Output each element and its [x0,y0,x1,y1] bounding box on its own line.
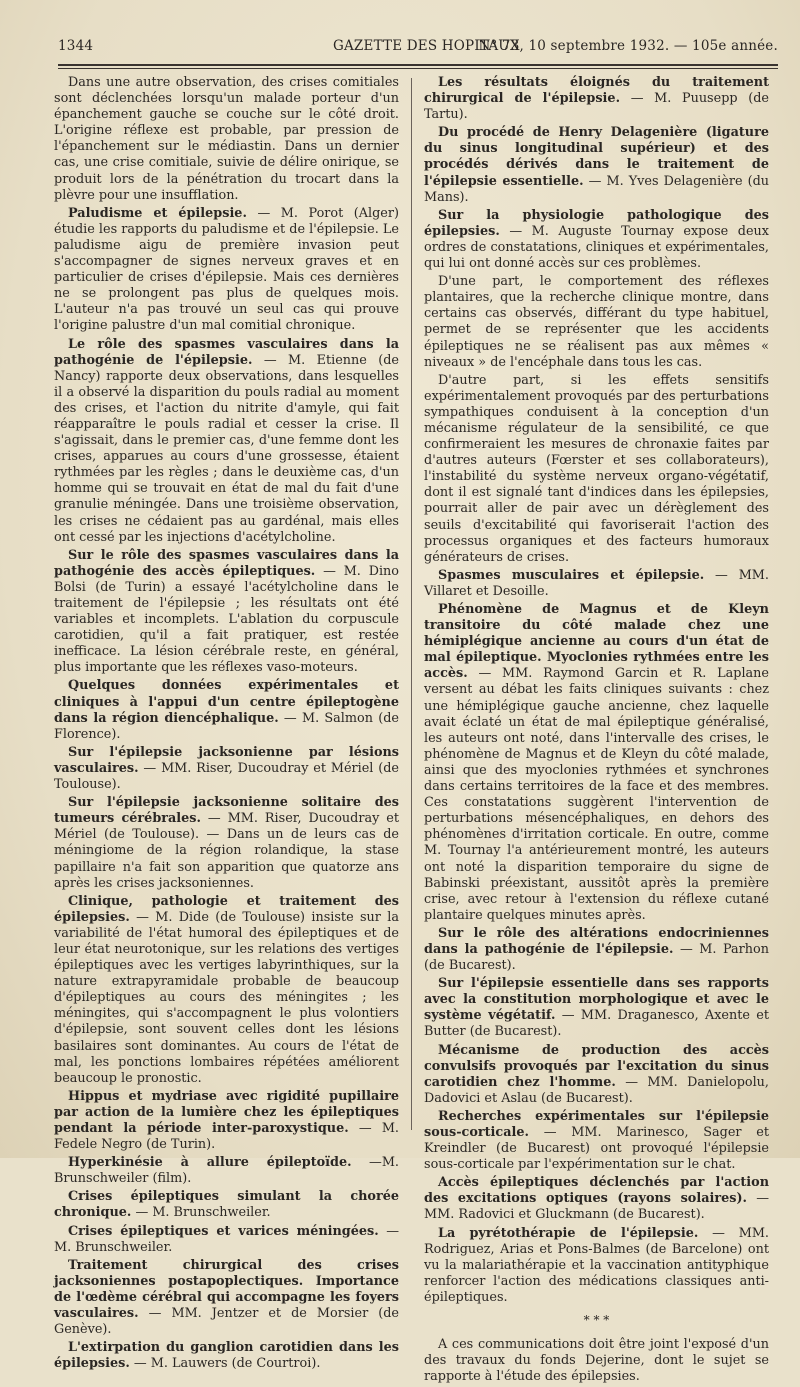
article-paragraph [54,745,399,793]
article-paragraph [424,75,769,123]
article-heading: Crises épileptiques simulant la chorée chronique. [54,1189,399,1221]
article-heading: Sur l'épilepsie jacksonienne solitaire des tumeurs cérébrales. [54,795,399,827]
article-paragraph [54,1258,399,1338]
page-number: 1344 [58,38,94,54]
article-heading: Hippus et mydriase avec rigidité pupillaire par action de la lumière chez les épileptiques pendant la période inter-paroxystique. [54,1088,399,1136]
article-heading: Recherches expérimentales sur l'épilepsie sous-corticale. [424,1108,769,1140]
article-heading: L'extirpation du ganglion carotidien dans les épilepsies. [54,1340,399,1372]
article-heading: Clinique, pathologie et traitement des épilepsies. [54,893,399,925]
article-paragraph [424,1043,769,1107]
article-heading: Sur l'épilepsie jacksonienne par lésions vasculaires. [54,744,399,776]
article-body: — MM. Draganesco, Axente et Butter (de Bucarest). [424,1008,770,1040]
article-paragraph [54,894,399,1087]
article-paragraph [424,926,769,974]
article-body: — M. Lauwers (de Courtroi). [129,1356,321,1372]
right-column [424,75,769,1387]
article-heading: Crises épileptiques et varices méningées. [68,1223,379,1239]
page-header [58,38,778,60]
article-heading: Le rôle des spasmes vasculaires dans la pathogénie de l'épilepsie. [54,336,399,368]
article-paragraph [54,548,399,677]
article-heading: Spasmes musculaires et épilepsie. [438,567,705,583]
article-heading: Accès épileptiques déclenchés par l'action des excitations optiques (rayons solaires). [424,1175,769,1207]
issue-info: N° 73, 10 septembre 1932. — 105e année. [478,38,778,54]
article-body: —M. Brunschweiler (film). [54,1155,399,1187]
article-body: — M. Auguste Tournay expose deux ordres de constatations, cliniques et expérimentales, qui lui ont donné accès sur ces problèmes. [424,223,769,272]
header-rule-thin [58,68,778,69]
closing-paragraph: A ces communications doit être joint l'exposé d'un des travaux du fonds Dejerine, dont le sujet se rapporte à l'étude des épilepsies. [424,1337,769,1385]
article-paragraph [54,75,399,204]
article-body: D'une part, le comportement des réflexes plantaires, que la recherche clinique montre, dans certains cas observés, différant du type habituel, permet de se représenter que les accidents épileptiques ne se réalisent pas aux mêmes « niveaux » de l'encéphale dans tous les cas. [424,274,769,370]
header-rule-thick [58,64,778,66]
article-paragraph [54,337,399,546]
article-heading: Du procédé de Henry Delagenière (ligature du sinus longitudinal supérieur) et des procédés dérivés dans le traitement de l'épilepsie essentielle. [424,125,769,189]
column-divider [411,78,412,1130]
article-body: —MM. Radovici et Gluckmann (de Bucarest). [424,1191,769,1223]
article-body: — MM. Rodriguez, Arias et Pons-Balmes (de Barcelone) ont vu la malariathérapie et la vaccination antityphique renforcer l'action des médications classiques anti-épileptiques. [424,1225,769,1305]
article-paragraph [424,602,769,924]
article-body: — MM. Raymond Garcin et R. Laplane versent au débat les faits cliniques suivants : chez une hémiplégique gauche ancienne, chez laquelle avait éclaté un état de mal épileptique généralisé, les auteurs ont noté, dans l'intervalle des crises, le phénomène de Magnus et de Kleyn du côté malade, ainsi que des myoclonies rythmées et synchrones dans certains territoires de la face et des membres. Ces constatations suggèrent l'intervention de perturbations mésencéphaliques, en dehors des phénomènes d'irritation corticale. En outre, comme M. Tournay l'a antérieurement montré, les auteurs ont noté la disparition temporaire du signe de Babinski préexistant, aussitôt après la première crise, avec retour à l'extension du réflexe cutané plantaire quelques minutes après. [424,666,769,923]
article-paragraph [54,1089,399,1153]
article-paragraph [54,678,399,742]
article-body: — M. Puusepp (de Tartu). [424,91,769,123]
article-heading: Phénomène de Magnus et de Kleyn transitoire du côté malade chez une hémiplégique ancienne au cours d'un état de mal épileptique. Myoclonies rythmées entre les accès. [424,602,769,682]
article-paragraph [424,274,769,371]
article-body: — M. Dino Bolsi (de Turin) a essayé l'acétylcholine dans le traitement de l'épilepsie ; les résultats ont été variables et incomplets. L'ablation du corpuscule carotidien, qu'il a fait pratiquer, est restée inefficace. La lésion cérébrale reste, en général, plus importante que les réflexes vaso-moteurs. [54,563,399,676]
article-paragraph [424,373,769,566]
journal-title: GAZETTE DES HOPITAUX [333,38,520,54]
article-heading: Mécanisme de production des accès convulsifs provoqués par l'excitation du sinus carotidien chez l'homme. [424,1042,769,1090]
article-paragraph [424,1175,769,1223]
article-body: — MM. Danielopolu, Dadovici et Aslau (de Bucarest). [424,1074,769,1106]
article-body: — M. Brunschweiler. [131,1205,271,1221]
article-paragraph [54,1224,399,1256]
article-body: — MM. Riser, Ducoudray et Mériel (de Toulouse). [54,760,399,793]
article-heading: Traitement chirurgical des crises jacksoniennes postapoplectiques. Importance de l'œdème cérébral qui accompagne les foyers vasculaires. [54,1257,399,1322]
article-body: — MM. Villaret et Desoille. [424,567,769,599]
article-body: — M. Salmon (de Florence). [54,710,399,742]
article-paragraph [424,1109,769,1173]
article-heading: La pyrétothérapie de l'épilepsie. [438,1225,699,1241]
article-body: — M. Brunschweiler. [54,1223,399,1255]
article-body: Dans une autre observation, des crises comitiales sont déclenchées lorsqu'un malade porteur d'un épanchement gauche se couche sur le côté droit. L'origine réflexe est probable, par pression de l'épanchement sur le médiastin. Dans un dernier cas, une crise comitiale, suivie de délire onirique, se produit lors de la pénétration du trocart dans la plèvre pour une insufflation. [54,75,399,203]
article-heading: Sur le rôle des spasmes vasculaires dans la pathogénie des accès épileptiques. [54,547,399,579]
article-body: — MM. Jentzer et de Morsier (de Genève). [54,1306,399,1338]
article-paragraph [54,1155,399,1187]
article-body: — M. Yves Delagenière (du Mans). [424,173,770,205]
article-heading: Sur le rôle des altérations endocriniennes dans la pathogénie de l'épilepsie. [424,925,769,957]
article-body: — M. Parhon (de Bucarest). [424,941,769,974]
article-body: — M. Dide (de Toulouse) insiste sur la variabilité de l'état humoral des épileptiques et de leur état neurotonique, sur les relations des vertiges épileptiques avec les vertiges labyrinthiques, sur la nature extrapyramidale probable de beaucoup d'épileptiques au cours des méningites ; les méningites, qui s'accompagnent le plus volontiers d'épilepsie, sont souvent celles dont les lésions basilaires sont dominantes. Au cours de l'état de mal, les ponctions lombaires répétées améliorent beaucoup le pronostic. [54,909,399,1086]
article-paragraph [424,1226,769,1306]
article-heading: Paludisme et épilepsie. [68,205,247,221]
right-column-paragraphs [424,75,769,1306]
article-paragraph [424,208,769,272]
article-body: D'autre part, si les effets sensitifs expérimentalement provoqués par des perturbations sympathiques conduisent à la conception d'un mécanisme régulateur de la sensibilité, ce que confirmeraient les mesures de chronaxie faites par d'autres auteurs (Fœrster et ses collaborateurs), l'instabilité du système nerveux organo-végétatif, dont il est signalé tant d'indices dans les épilepsies, pourrait aller de pair avec un dérèglement des seuils d'excitabilité qui favoriserait l'action des processus organiques et des facteurs humoraux générateurs de crises. [424,372,769,565]
article-paragraph [424,125,769,205]
article-heading: Les résultats éloignés du traitement chirurgical de l'épilepsie. [424,75,769,107]
article-body: — M. Etienne (de Nancy) rapporte deux observations, dans lesquelles il a observé la disparition du pouls radial au moment des crises, et l'action du nitrite d'amyle, qui fait réapparaître le pouls radial et cesser la crise. Il s'agissait, dans le premier cas, d'une femme dont les crises, apparues au cours d'une grossesse, étaient rythmées par les règles ; dans le deuxième cas, d'un homme qui se trouvait en état de mal du fait d'une granulie méningée. Dans une troisième observation, les crises ne cédaient pas au gardénal, mais elles ont cessé par les injections d'acétylcholine. [54,352,399,545]
article-paragraph [54,1340,399,1372]
article-body: — M. Fedele Negro (de Turin). [54,1121,399,1153]
article-heading: Sur l'épilepsie essentielle dans ses rapports avec la constitution morphologique et avec le système végétatif. [424,976,769,1024]
article-paragraph [54,206,399,335]
article-paragraph [54,1189,399,1221]
article-heading: Sur la physiologie pathologique des épilepsies. [424,207,769,239]
article-paragraph [424,976,769,1040]
article-body: — MM. Riser, Ducoudray et Mériel (de Toulouse). — Dans un de leurs cas de méningiome de la région rolandique, la stase papillaire n'a fait son apparition que quatorze ans après les crises jacksoniennes. [54,811,399,891]
article-heading: Quelques données expérimentales et cliniques à l'appui d'un centre épileptogène dans la région diencéphalique. [54,678,399,726]
article-body: — M. Porot (Alger) étudie les rapports du paludisme et de l'épilepsie. Le paludisme aigu de première invasion peut s'accompagner de signes nerveux graves et en particulier de crises d'épilepsie. Mais ces dernières ne se prolongent pas plus de quelques mois. L'auteur n'a pas trouvé un seul cas qui prouve l'origine palustre d'un mal comitial chronique. [54,205,399,334]
article-paragraph [424,568,769,600]
section-separator: * * * [583,1313,610,1328]
left-column [54,75,399,1374]
article-paragraph [54,795,399,892]
article-body: — MM. Marinesco, Sager et Kreindler (de Bucarest) ont provoqué l'épilepsie sous-corticale par l'expérimentation sur le chat. [424,1125,769,1173]
article-heading: Hyperkinésie à allure épileptoïde. [68,1155,352,1171]
